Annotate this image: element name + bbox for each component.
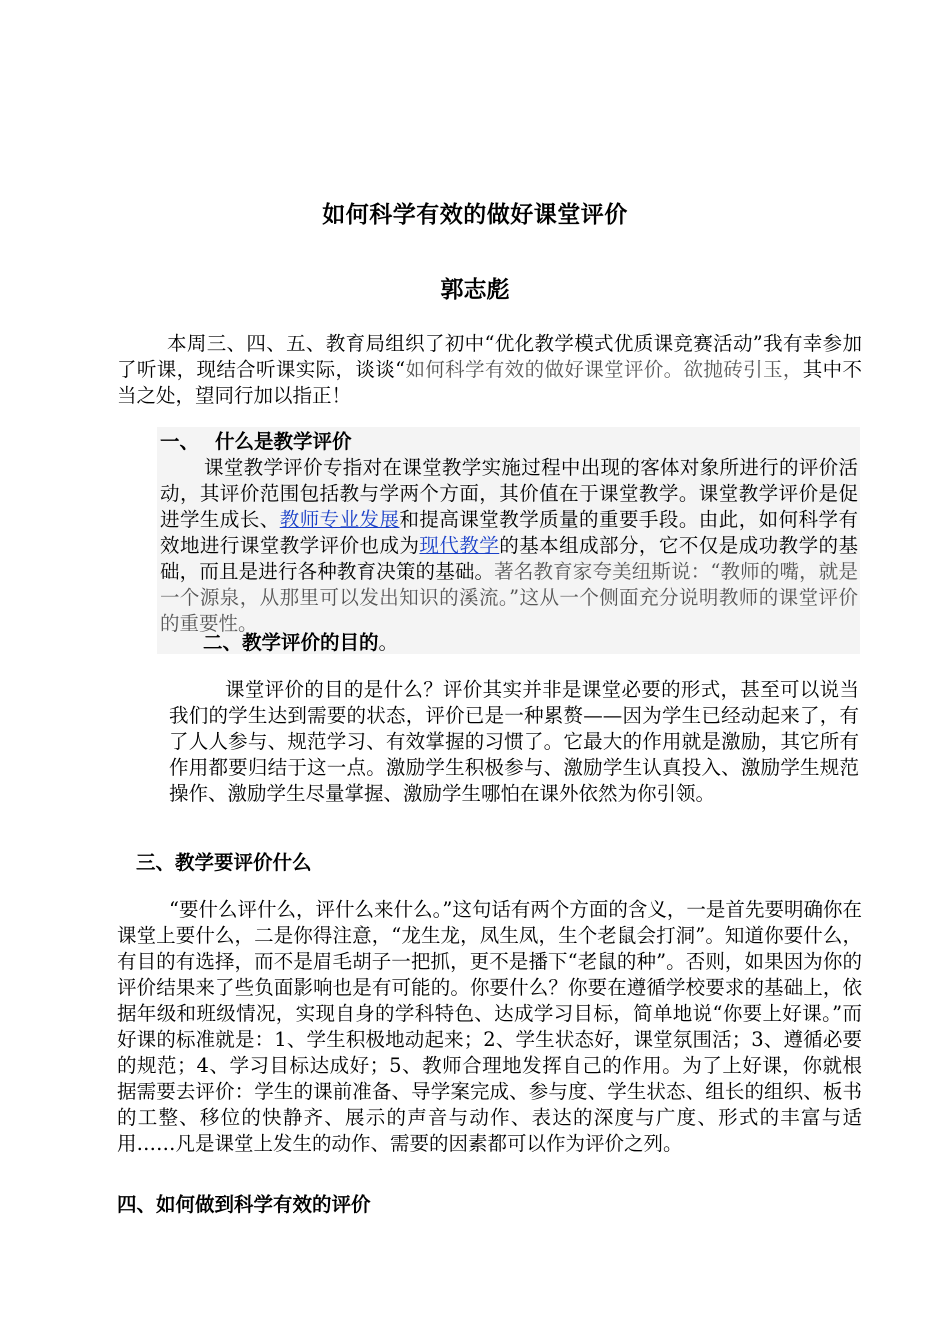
intro-gray-text: 如何科学有效的做好课堂评价。欲抛砖引玉， xyxy=(405,358,803,381)
section2-heading-text: 二、教学评价的目的 xyxy=(203,631,379,654)
section3-paragraph xyxy=(117,897,862,1157)
section3-heading: 三、教学要评价什么 xyxy=(136,851,312,874)
section1-quote: 著名教育家夸美纽斯说：“教师的嘴，就是一个源泉，从那里可以发出知识的溪流。”这从一个侧面充分说明教师的课堂评价的重要性。 xyxy=(160,560,858,635)
intro-text: 本周三、四、五、教育局组织了初中“优化教学模式优质课竞赛活动”我有幸参加了听课，现结合听课实际，谈谈“ xyxy=(117,332,862,381)
section1-text-3: 的基本组成部分，它不仅是成功教学的基础，而且是进行各种教育决策的基础。 xyxy=(160,534,858,583)
document-title: 如何科学有效的做好课堂评价 xyxy=(322,201,628,228)
intro-paragraph xyxy=(117,331,862,409)
section2-heading xyxy=(203,630,398,656)
section2-body: 课堂评价的目的是什么？评价其实并非是课堂必要的形式，甚至可以说当我们的学生达到需要的状态，评价已是一种累赘——因为学生已经动起来了，有了人人参与、规范学习、有效掌握的习惯了。它最大的作用就是激励，其它所有作用都要归结于这一点。激励学生积极参与、激励学生认真投入、激励学生规范操作、激励学生尽量掌握、激励学生哪怕在课外依然为你引领。 xyxy=(169,678,859,805)
section3-body: “要什么评什么，评什么来什么。”这句话有两个方面的含义，一是首先要明确你在课堂上要什么，二是你得注意，“龙生龙，凤生凤，生个老鼠会打洞”。知道你要什么，有目的有选择，而不是眉毛胡子一把抓，更不是播下“老鼠的种”。否则，如果因为你的评价结果来了些负面影响也是有可能的。你要什么？你要在遵循学校要求的基础上，依据年级和班级情况，实现自身的学科特色、达成学习目标，简单地说“你要上好课。”而好课的标准就是：1、学生积极地动起来；2、学生状态好，课堂氛围活；3、遵循必要的规范；4、学习目标达成好；5、教师合理地发挥自己的作用。为了上好课，你就根据需要去评价：学生的课前准备、导学案完成、参与度、学生状态、组长的组织、板书的工整、移位的快静齐、展示的声音与动作、表达的深度与广度、形式的丰富与适用……凡是课堂上发生的动作、需要的因素都可以作为评价之列。 xyxy=(117,898,862,1155)
section1-text-1: 课堂教学评价专指对在课堂教学实施过程中出现的客体对象所进行的评价活动，其评价范围包括教与学两个方面，其价值在于课堂教学。课堂教学评价是促进学生成长、 xyxy=(160,456,858,531)
section1-heading xyxy=(160,429,352,455)
link-teacher-development[interactable]: 教师专业发展 xyxy=(279,508,400,531)
link-modern-teaching[interactable]: 现代教学 xyxy=(419,534,500,557)
section2-heading-tail: 。 xyxy=(378,631,399,654)
section2-paragraph xyxy=(169,677,859,807)
document-author: 郭志彪 xyxy=(440,276,510,303)
section1-paragraph xyxy=(160,455,858,637)
section1-number: 一、 xyxy=(160,430,200,453)
intro-tail-text: 其中不当之处，望同行加以指正！ xyxy=(117,358,862,407)
section1-heading-text: 什么是教学评价 xyxy=(215,430,352,453)
section1-text-2: 和提高课堂教学质量的重要手段。由此，如何科学有效地进行课堂教学评价也成为 xyxy=(160,508,858,557)
section4-heading: 四、如何做到科学有效的评价 xyxy=(117,1193,371,1216)
